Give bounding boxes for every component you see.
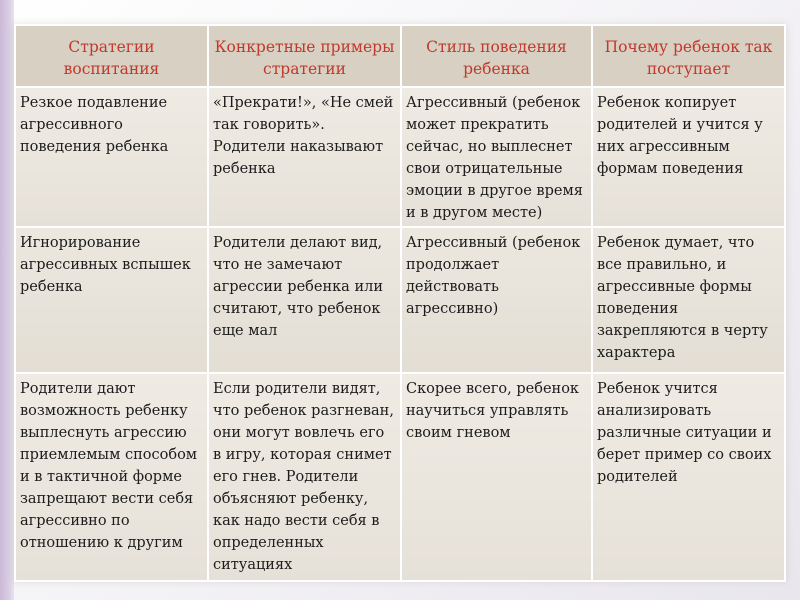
table-cell: Родители делают вид, что не замечают агрессии ребенка или считают, что ребенок еще мал	[208, 227, 401, 373]
table-row	[15, 227, 785, 373]
table-cell: Резкое подавление агрессивного поведения ребенка	[15, 87, 208, 227]
table-cell: Игнорирование агрессивных вспышек ребенка	[15, 227, 208, 373]
table-header-row	[15, 25, 785, 87]
table-row	[15, 373, 785, 581]
header-reason: Почему ребенок так поступает	[592, 25, 785, 87]
table-cell: Если родители видят, что ребенок разгневан, они могут вовлечь его в игру, которая снимет его гнев. Родители объясняют ребенку, как надо вести себя в определенных ситуациях	[208, 373, 401, 581]
table-cell: Ребенок учится анализировать различные ситуации и берет пример со своих родителей	[592, 373, 785, 581]
header-behavior-style: Стиль поведения ребенка	[401, 25, 592, 87]
table-row	[15, 87, 785, 227]
table-cell: Родители дают возможность ребенку выплеснуть агрессию приемлемым способом и в тактичной форме запрещают вести себя агрессивно по отношению к другим	[15, 373, 208, 581]
header-examples: Конкретные примеры стратегии	[208, 25, 401, 87]
header-strategies: Стратегии воспитания	[15, 25, 208, 87]
table-cell: Скорее всего, ребенок научиться управлять своим гневом	[401, 373, 592, 581]
table-cell: «Прекрати!», «Не смей так говорить». Родители наказывают ребенка	[208, 87, 401, 227]
table-cell: Агрессивный (ребенок продолжает действовать агрессивно)	[401, 227, 592, 373]
table-cell: Ребенок думает, что все правильно, и агрессивные формы поведения закрепляются в черту характера	[592, 227, 785, 373]
table-cell: Агрессивный (ребенок может прекратить сейчас, но выплеснет свои отрицательные эмоции в другое время и в другом месте)	[401, 87, 592, 227]
strategies-table	[14, 24, 786, 582]
table-cell: Ребенок копирует родителей и учится у них агрессивным формам поведения	[592, 87, 785, 227]
